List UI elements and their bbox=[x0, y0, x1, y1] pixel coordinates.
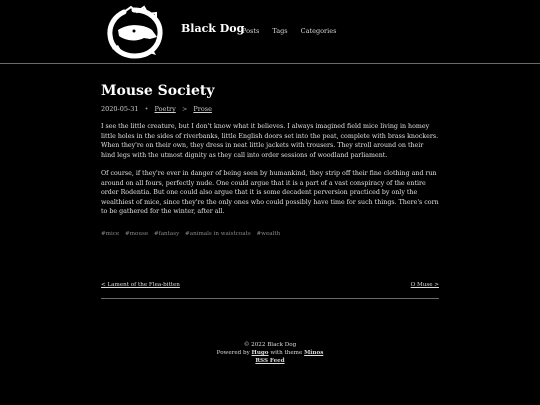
category-link-prose[interactable]: Prose bbox=[193, 105, 212, 113]
post-tags bbox=[101, 231, 439, 237]
nav-posts[interactable]: Posts bbox=[242, 27, 260, 35]
rss-feed-link[interactable]: RSS Feed bbox=[255, 358, 285, 364]
tag-link[interactable]: #mouse bbox=[125, 230, 149, 237]
post-date: 2020-05-31 bbox=[101, 105, 139, 113]
breadcrumb-chevron: > bbox=[181, 105, 188, 113]
theme-link[interactable]: Minos bbox=[304, 350, 324, 356]
black-dog-logo[interactable] bbox=[104, 5, 164, 60]
copyright-text: © 2022 Black Dog bbox=[243, 342, 297, 348]
post-paragraph-2: Of course, if they're ever in danger of being seen by humankind, they strip off their fine clothing and run around on all fours, perfectly nude. One could argue that it is a part of a vast conspiracy of the entire order Rodentia. But one could also argue that it is some decadent perversion practiced by only the wealthiest of mice, since they're the only ones who could possibly have time for such things. There's corn to be gathered for the winter, after all. bbox=[101, 170, 439, 215]
meta-separator: • bbox=[144, 105, 149, 113]
post-article bbox=[101, 83, 439, 237]
post-title: Mouse Society bbox=[101, 83, 215, 99]
theme-label: with theme bbox=[270, 350, 303, 356]
site-footer bbox=[0, 341, 540, 365]
tag-link[interactable]: #wealth bbox=[256, 230, 281, 237]
site-header bbox=[0, 0, 540, 64]
main-nav bbox=[242, 27, 347, 35]
content-divider bbox=[101, 298, 439, 299]
prev-post-link[interactable]: < Lament of the Flea-bitten bbox=[101, 282, 180, 288]
tag-link[interactable]: #fantasy bbox=[153, 230, 180, 237]
nav-tags[interactable]: Tags bbox=[272, 27, 288, 35]
next-post-link[interactable]: O Muse > bbox=[410, 282, 439, 288]
site-title[interactable]: Black Dog bbox=[181, 22, 245, 35]
tag-link[interactable]: #animals in waistcoats bbox=[185, 230, 251, 237]
powered-by-label: Powered by bbox=[216, 350, 250, 356]
tag-link[interactable]: #mice bbox=[101, 230, 120, 237]
post-paragraph-1: I see the little creature, but I don't know what it believes. I always imagined field mice living in homey little holes in the sides of riverbanks, little English doors set into the peat, complete with brass knockers. When they're on their own, they dress in neat little jackets with trousers. They stroll around on their hind legs with the utmost dignity as they call into order sessions of woodland parliament. bbox=[101, 123, 439, 159]
powered-by-line bbox=[0, 349, 540, 357]
nav-categories[interactable]: Categories bbox=[300, 27, 337, 35]
category-link-poetry[interactable]: Poetry bbox=[154, 105, 176, 113]
post-meta bbox=[101, 105, 439, 113]
hugo-link[interactable]: Hugo bbox=[251, 350, 269, 356]
